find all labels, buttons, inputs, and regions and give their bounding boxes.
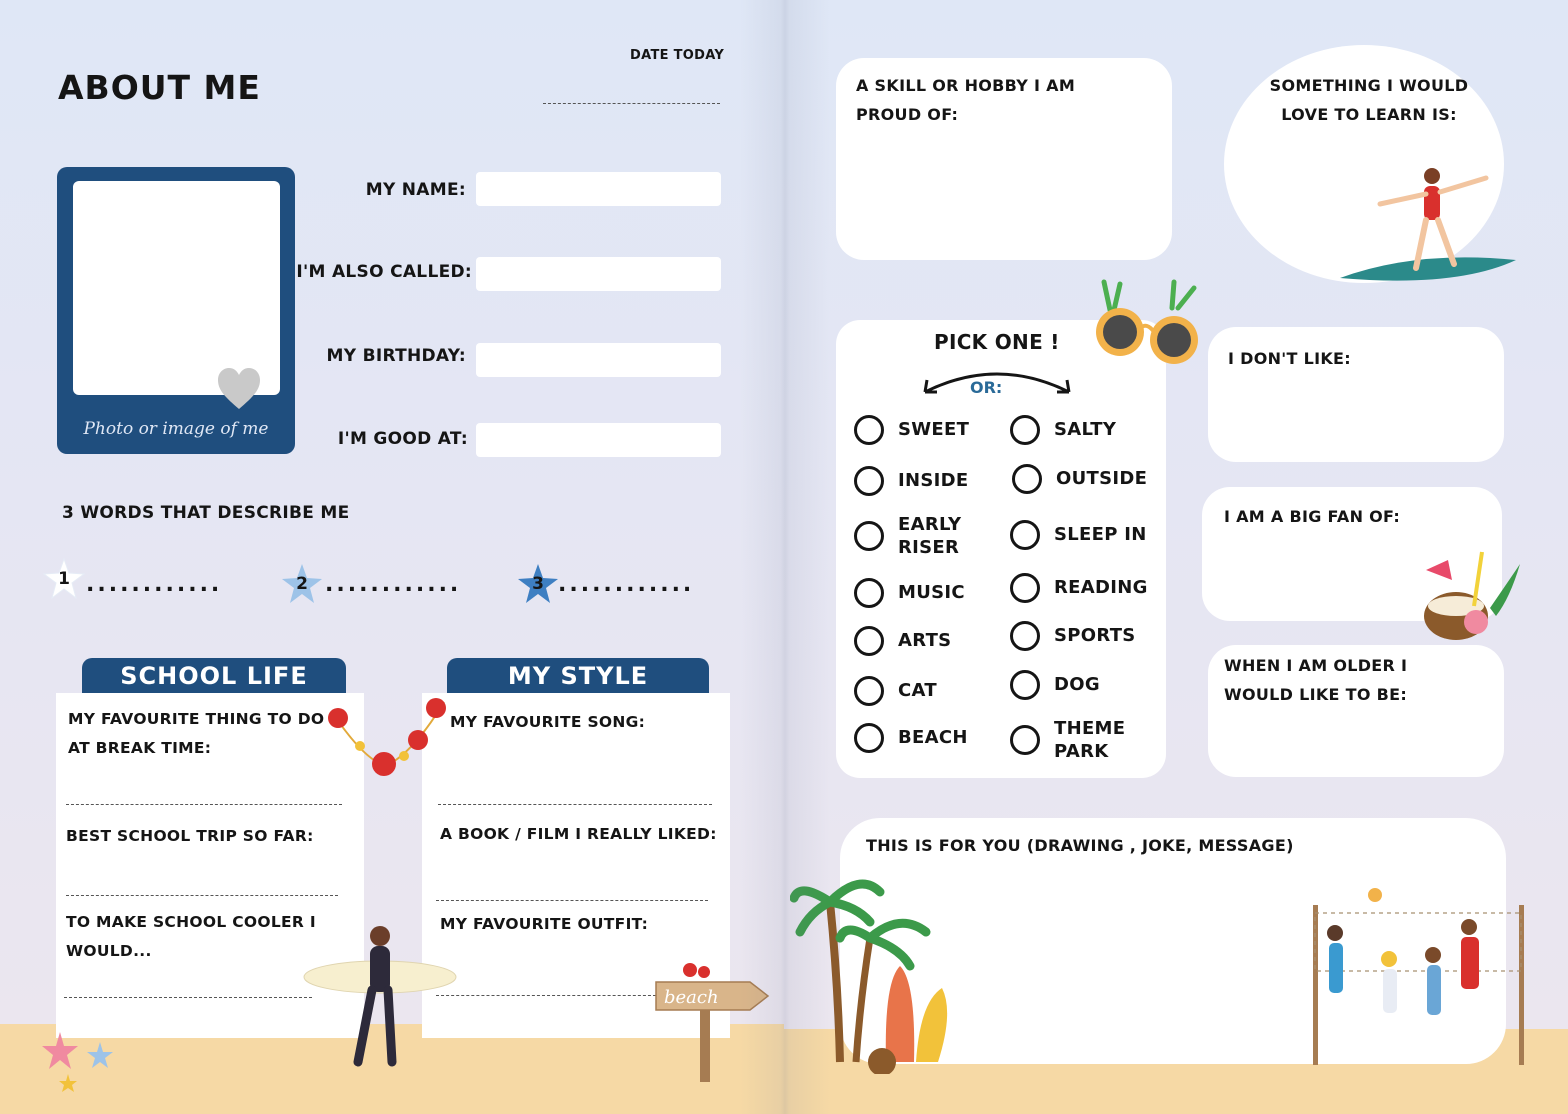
option-dog[interactable] (1010, 670, 1100, 700)
option-outside[interactable] (1012, 464, 1147, 494)
option-theme-park[interactable] (1010, 717, 1134, 764)
right-page (784, 0, 1568, 1114)
good-at-field[interactable] (476, 423, 721, 457)
beach-sign-text: beach (664, 987, 719, 1008)
option-cat[interactable] (854, 676, 937, 706)
heart-icon (215, 365, 263, 413)
style-a2-line[interactable] (436, 900, 708, 901)
star-icon (516, 562, 560, 606)
volleyball-players-icon (1299, 885, 1529, 1070)
star-icon (42, 557, 86, 601)
radio-circle[interactable] (854, 676, 884, 706)
word-number-1: 1 (58, 569, 70, 589)
coconut-drink-icon (1420, 540, 1530, 642)
radio-circle[interactable] (854, 521, 884, 551)
option-label: MUSIC (898, 582, 965, 604)
page-title: ABOUT ME (58, 68, 261, 107)
option-label: BEACH (898, 727, 968, 749)
for-you-label: THIS IS FOR YOU (DRAWING , JOKE, MESSAGE) (866, 836, 1294, 855)
radio-circle[interactable] (854, 466, 884, 496)
option-label: SWEET (898, 419, 970, 441)
school-q3: TO MAKE SCHOOL COOLER I WOULD... (66, 913, 316, 960)
date-line[interactable] (543, 103, 720, 104)
word-line-1[interactable]: ............ (86, 572, 223, 597)
radio-circle[interactable] (854, 723, 884, 753)
photo-area[interactable] (73, 181, 280, 395)
style-a3-line[interactable] (436, 995, 656, 996)
also-called-field[interactable] (476, 257, 721, 291)
words-label: 3 WORDS THAT DESCRIBE ME (62, 503, 350, 523)
option-label: CAT (898, 680, 937, 702)
option-salty[interactable] (1010, 415, 1116, 445)
radio-circle[interactable] (854, 626, 884, 656)
or-label: OR: (970, 378, 1003, 397)
school-a1-line[interactable] (66, 804, 342, 805)
older-question: WHEN I AM OLDER I WOULD LIKE TO BE: (1224, 656, 1408, 704)
option-sweet[interactable] (854, 415, 969, 445)
option-early-riser[interactable] (854, 513, 978, 560)
beach-sign-icon (650, 960, 775, 1085)
option-label: SLEEP IN (1054, 524, 1147, 546)
style-q1: MY FAVOURITE SONG: (450, 713, 646, 731)
option-reading[interactable] (1010, 573, 1148, 603)
option-inside[interactable] (854, 466, 968, 496)
option-beach[interactable] (854, 723, 968, 753)
my-style-heading: MY STYLE (447, 658, 709, 694)
date-label: DATE TODAY (630, 48, 725, 63)
option-label: THEME PARK (1054, 718, 1126, 763)
option-label: INSIDE (898, 470, 969, 492)
radio-circle[interactable] (1010, 670, 1040, 700)
field-label-name: MY NAME: (365, 180, 466, 200)
word-number-2: 2 (296, 574, 308, 594)
radio-circle[interactable] (1010, 520, 1040, 550)
sunglasses-icon (1090, 278, 1206, 368)
option-label: ARTS (898, 630, 952, 652)
school-a3-line[interactable] (64, 997, 312, 998)
starfish-icon (38, 1028, 128, 1098)
palm-trees-icon (790, 862, 970, 1074)
option-music[interactable] (854, 578, 965, 608)
option-sleep-in[interactable] (1010, 520, 1147, 550)
option-label: SPORTS (1054, 625, 1136, 647)
style-q2: A BOOK / FILM I REALLY LIKED: (440, 825, 717, 843)
option-label: SALTY (1054, 419, 1117, 441)
school-life-heading: SCHOOL LIFE (82, 658, 346, 694)
radio-circle[interactable] (1010, 621, 1040, 651)
radio-circle[interactable] (1012, 464, 1042, 494)
option-sports[interactable] (1010, 621, 1136, 651)
school-q1: MY FAVOURITE THING TO DO AT BREAK TIME: (68, 710, 325, 757)
radio-circle[interactable] (854, 415, 884, 445)
word-number-3: 3 (532, 574, 544, 594)
learn-question: SOMETHING I WOULD LOVE TO LEARN IS: (1269, 76, 1469, 124)
word-line-2[interactable]: ............ (325, 572, 462, 597)
field-label-good-at: I'M GOOD AT: (337, 429, 468, 449)
big-fan-question: I AM A BIG FAN OF: (1224, 507, 1401, 526)
school-a2-line[interactable] (66, 895, 338, 896)
school-q2: BEST SCHOOL TRIP SO FAR: (66, 827, 314, 845)
surfer-on-board-icon (1336, 160, 1521, 292)
photo-frame (57, 167, 295, 454)
option-label: EARLY RISER (898, 514, 962, 559)
radio-circle[interactable] (854, 578, 884, 608)
name-field[interactable] (476, 172, 721, 206)
field-label-also-called: I'M ALSO CALLED: (296, 262, 472, 282)
dont-like-question: I DON'T LIKE: (1228, 349, 1351, 368)
photo-caption: Photo or image of me (83, 419, 269, 439)
flower-garland-icon (324, 690, 454, 780)
birthday-field[interactable] (476, 343, 721, 377)
radio-circle[interactable] (1010, 415, 1040, 445)
style-q3: MY FAVOURITE OUTFIT: (440, 915, 649, 933)
skill-question: A SKILL OR HOBBY I AM PROUD OF: (856, 76, 1076, 124)
field-label-birthday: MY BIRTHDAY: (326, 346, 466, 366)
radio-circle[interactable] (1010, 725, 1040, 755)
option-label: OUTSIDE (1056, 468, 1148, 490)
star-icon (280, 562, 324, 606)
word-line-3[interactable]: ............ (558, 572, 695, 597)
surfer-girl-icon (300, 922, 460, 1072)
option-label: READING (1054, 577, 1148, 599)
option-label: DOG (1054, 674, 1100, 696)
pick-one-title: PICK ONE ! (934, 330, 1060, 354)
radio-circle[interactable] (1010, 573, 1040, 603)
option-arts[interactable] (854, 626, 951, 656)
style-a1-line[interactable] (438, 804, 712, 805)
